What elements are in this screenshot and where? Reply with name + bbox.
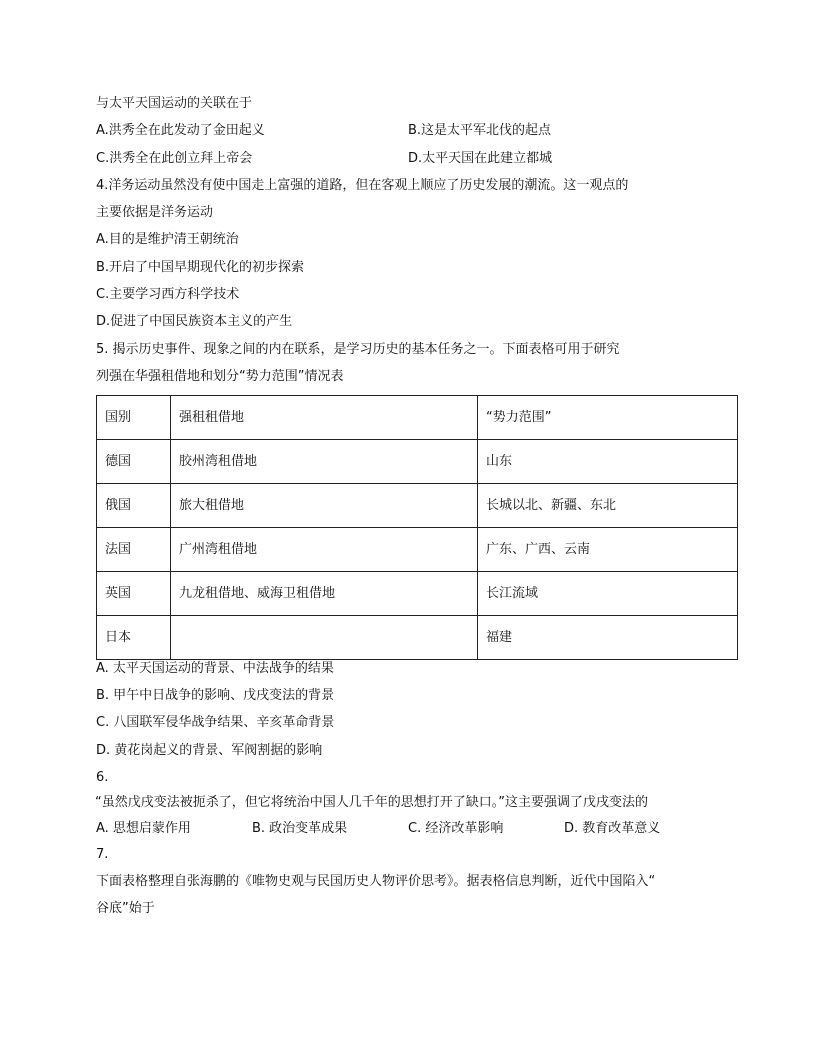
table-cell: 俄国 bbox=[97, 484, 171, 528]
table-cell: 法国 bbox=[97, 528, 171, 572]
q4-stem-line2: 主要依据是洋务运动 bbox=[96, 205, 214, 220]
table-cell: 德国 bbox=[97, 440, 171, 484]
q4-option-d: D.促进了中国民族资本主义的产生 bbox=[96, 314, 293, 329]
q6-options-row bbox=[96, 820, 736, 838]
table-header-cell: “势力范围” bbox=[478, 396, 738, 440]
q3-option-c: C.洪秀全在此创立拜上帝会 bbox=[96, 151, 253, 166]
table-row bbox=[97, 528, 738, 572]
q3-option-a: A.洪秀全在此发动了金田起义 bbox=[96, 123, 265, 138]
q5-table bbox=[96, 395, 738, 660]
q6-option-a: A. 思想启蒙作用 bbox=[96, 821, 191, 836]
q6-option-c: C. 经济改革影响 bbox=[408, 821, 504, 836]
q5-option-d: D. 黄花岗起义的背景、军阀割据的影响 bbox=[96, 743, 323, 758]
q4-stem-line1: 4.洋务运动虽然没有使中国走上富强的道路，但在客观上顺应了历史发展的潮流。这一观点的 bbox=[96, 178, 629, 193]
table-cell: 胶州湾租借地 bbox=[171, 440, 478, 484]
q4-option-c: C.主要学习西方科学技术 bbox=[96, 287, 240, 302]
q3-option-b: B.这是太平军北伐的起点 bbox=[408, 123, 552, 138]
table-cell: 九龙租借地、威海卫租借地 bbox=[171, 572, 478, 616]
table-cell: 长江流域 bbox=[478, 572, 738, 616]
q6-number: 6. bbox=[96, 770, 109, 785]
q5-stem-line1: 5. 揭示历史事件、现象之间的内在联系，是学习历史的基本任务之一。下面表格可用于研究 bbox=[96, 342, 620, 357]
q7-number: 7. bbox=[96, 847, 109, 862]
q6-option-b: B. 政治变革成果 bbox=[252, 821, 348, 836]
q6-stem: “虽然戊戌变法被扼杀了，但它将统治中国人几千年的思想打开了缺口。”这主要强调了戊戌变法的 bbox=[95, 795, 648, 810]
table-cell: 广州湾租借地 bbox=[171, 528, 478, 572]
table-cell: 长城以北、新疆、东北 bbox=[478, 484, 738, 528]
q5-option-b: B. 甲午中日战争的影响、戊戌变法的背景 bbox=[96, 688, 335, 703]
table-cell: 日本 bbox=[97, 616, 171, 660]
table-cell bbox=[171, 616, 478, 660]
table-cell: 旅大租借地 bbox=[171, 484, 478, 528]
table-row bbox=[97, 484, 738, 528]
q3-stem-tail: 与太平天国运动的关联在于 bbox=[96, 96, 253, 111]
q7-stem-line2: 谷底”始于 bbox=[96, 901, 155, 916]
table-header-row bbox=[97, 396, 738, 440]
q6-option-d: D. 教育改革意义 bbox=[564, 821, 661, 836]
table-cell: 广东、广西、云南 bbox=[478, 528, 738, 572]
q4-option-a: A.目的是维护清王朝统治 bbox=[96, 232, 239, 247]
table-cell: 英国 bbox=[97, 572, 171, 616]
q5-option-c: C. 八国联军侵华战争结果、辛亥革命背景 bbox=[96, 715, 335, 730]
table-row bbox=[97, 616, 738, 660]
table-header-cell: 国别 bbox=[97, 396, 171, 440]
table-cell: 山东 bbox=[478, 440, 738, 484]
table-header-cell: 强租租借地 bbox=[171, 396, 478, 440]
q4-option-b: B.开启了中国早期现代化的初步探索 bbox=[96, 260, 305, 275]
q3-option-d: D.太平天国在此建立都城 bbox=[408, 151, 553, 166]
q5-stem-line2: 列强在华强租借地和划分“势力范围”情况表 bbox=[96, 369, 344, 384]
table-row bbox=[97, 440, 738, 484]
table-cell: 福建 bbox=[478, 616, 738, 660]
table-row bbox=[97, 572, 738, 616]
q5-option-a: A. 太平天国运动的背景、中法战争的结果 bbox=[96, 661, 334, 676]
q7-stem-line1: 下面表格整理自张海鹏的《唯物史观与民国历史人物评价思考》。据表格信息判断，近代中国陷入“ bbox=[96, 874, 656, 889]
